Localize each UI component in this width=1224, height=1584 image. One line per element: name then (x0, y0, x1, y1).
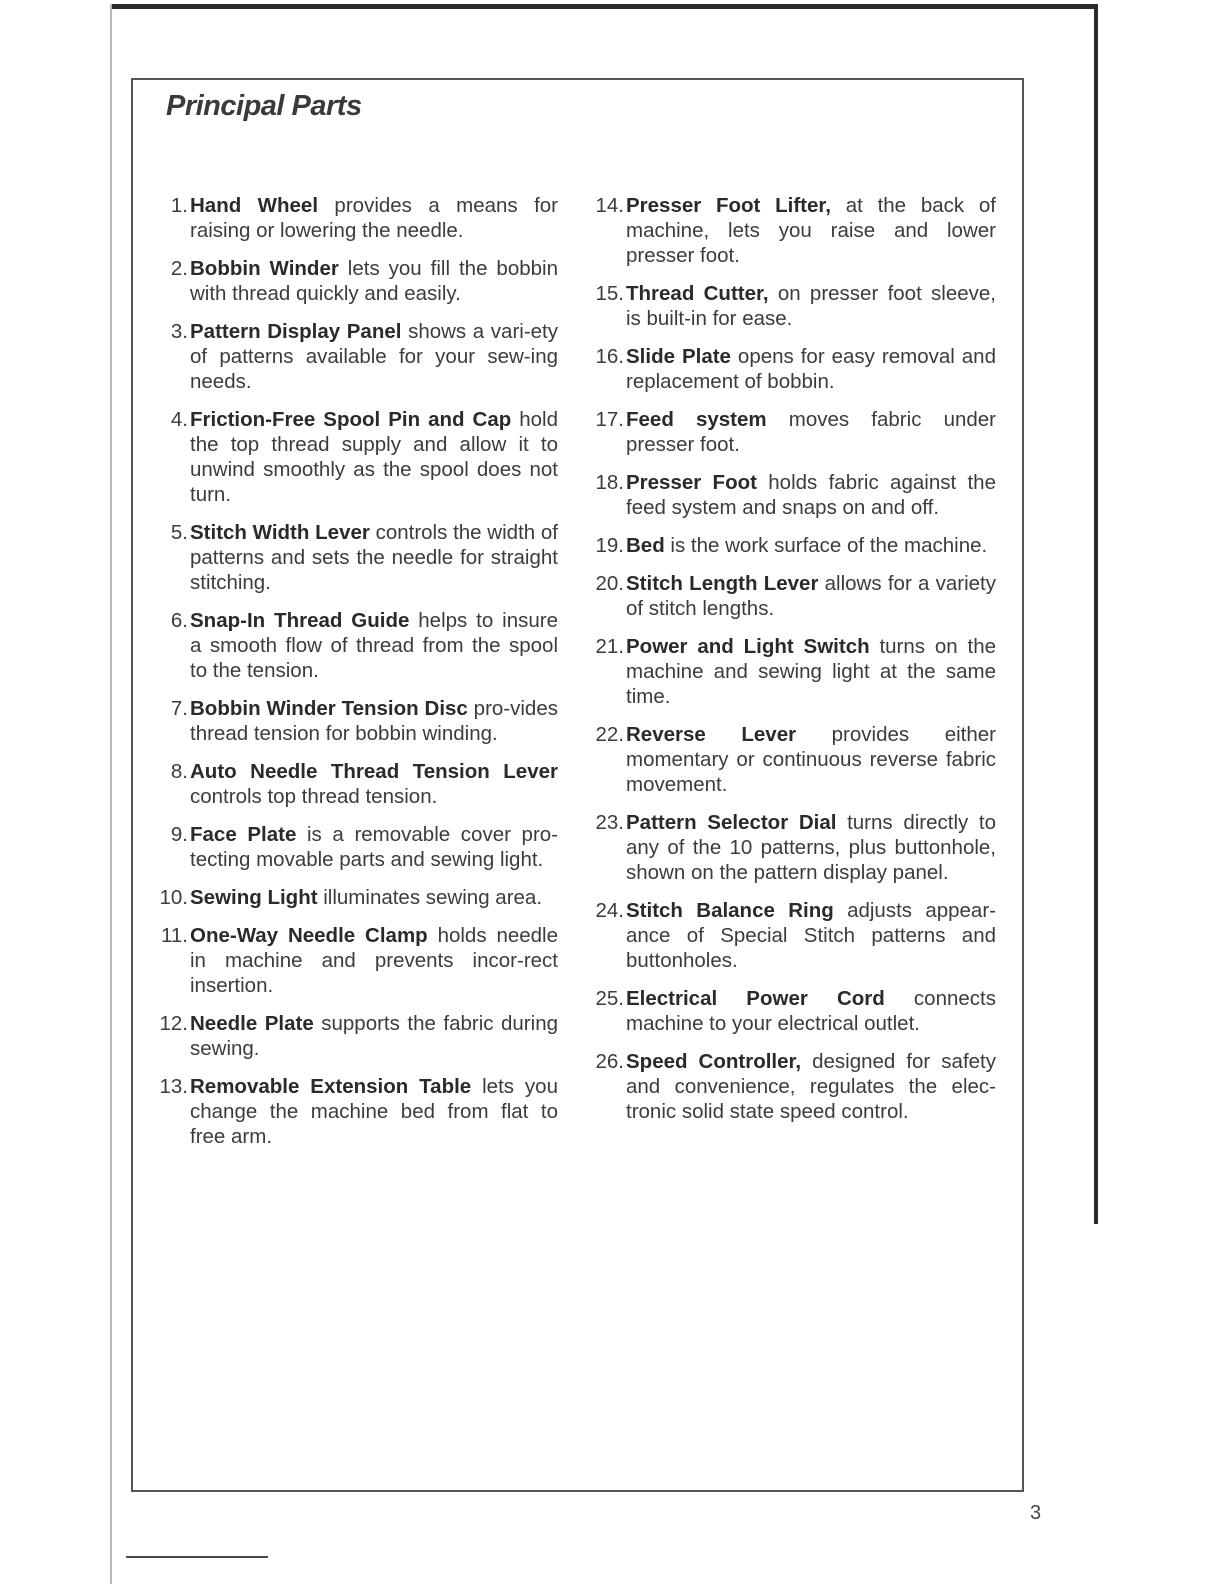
item-number: 7. (170, 697, 188, 720)
item-term: Pattern Display Panel (190, 320, 402, 343)
scan-bottom-mark (126, 1556, 268, 1558)
item-term: Bed (626, 534, 665, 557)
item-description: designed for safety and convenience, regulates the elec-tronic solid state speed control. (626, 1050, 996, 1123)
item-text (626, 722, 996, 797)
item-number: 1. (170, 194, 188, 217)
list-item (584, 810, 996, 885)
item-term: Needle Plate (190, 1012, 314, 1035)
list-item (584, 533, 996, 558)
item-number: 18. (595, 471, 624, 494)
item-description: controls top thread tension. (190, 785, 438, 808)
item-description: hold the top thread supply and allow it to unwind smoothly as the spool does not turn. (190, 408, 558, 506)
item-term: Electrical Power Cord (626, 987, 885, 1010)
item-term: Hand Wheel (190, 194, 319, 217)
item-term: Auto Needle Thread Tension Lever (190, 760, 558, 783)
item-text (190, 822, 558, 872)
list-item (148, 1074, 558, 1149)
list-item (148, 520, 558, 595)
list-item (148, 193, 558, 243)
item-description: is the work surface of the machine. (664, 534, 988, 557)
page-title: Principal Parts (166, 90, 362, 122)
item-term: Bobbin Winder (190, 257, 339, 280)
item-text (190, 193, 558, 243)
item-number: 8. (170, 760, 188, 783)
item-text (190, 885, 558, 910)
item-number: 4. (170, 408, 188, 431)
page-number: 3 (1030, 1502, 1042, 1524)
item-term: Sewing Light (190, 886, 318, 909)
item-number: 2. (170, 257, 188, 280)
item-number: 16. (595, 345, 624, 368)
item-description: allows for a variety of stitch lengths. (626, 572, 996, 620)
item-text (626, 810, 996, 885)
item-number: 24. (595, 899, 624, 922)
list-item (584, 898, 996, 973)
item-term: Slide Plate (626, 345, 731, 368)
item-description: holds fabric against the feed system and snaps on and off. (626, 471, 996, 519)
item-number: 12. (159, 1012, 188, 1035)
item-term: Stitch Balance Ring (626, 899, 834, 922)
item-term: Friction-Free Spool Pin and Cap (190, 408, 512, 431)
item-term: Snap-In Thread Guide (190, 609, 410, 632)
parts-list-left-column (148, 193, 558, 1162)
list-item (584, 193, 996, 268)
item-term: Stitch Width Lever (190, 521, 370, 544)
item-text (190, 1074, 558, 1149)
list-item (584, 281, 996, 331)
item-number: 10. (159, 886, 188, 909)
item-text (626, 407, 996, 457)
item-text (626, 533, 996, 558)
list-item (148, 407, 558, 507)
list-item (584, 722, 996, 797)
item-description: illuminates sewing area. (317, 886, 543, 909)
item-text (190, 696, 558, 746)
list-item (148, 759, 558, 809)
item-description: pro-vides thread tension for bobbin winding. (190, 697, 558, 745)
item-number: 9. (170, 823, 188, 846)
item-term: Presser Foot (626, 471, 757, 494)
item-term: Presser Foot Lifter, (626, 194, 831, 217)
scan-top-edge (110, 4, 1096, 9)
item-description: moves fabric under presser foot. (626, 408, 997, 456)
item-text (190, 319, 558, 394)
item-term: One-Way Needle Clamp (190, 924, 428, 947)
item-text (626, 193, 996, 268)
item-term: Removable Extension Table (190, 1075, 472, 1098)
list-item (148, 319, 558, 394)
item-text (190, 407, 558, 507)
list-item (148, 256, 558, 306)
scan-right-edge (1094, 4, 1098, 1224)
list-item (584, 470, 996, 520)
item-description: connects machine to your electrical outlet. (626, 987, 996, 1035)
item-term: Speed Controller, (626, 1050, 802, 1073)
scan-left-edge (110, 4, 112, 1584)
item-number: 22. (595, 723, 624, 746)
item-number: 21. (595, 635, 624, 658)
item-text (190, 923, 558, 998)
item-text (626, 898, 996, 973)
list-item (584, 344, 996, 394)
item-description: supports the fabric during sewing. (190, 1012, 558, 1060)
item-term: Bobbin Winder Tension Disc (190, 697, 468, 720)
item-description: adjusts appear-ance of Special Stitch patterns and buttonholes. (626, 899, 996, 972)
item-description: holds needle in machine and prevents incor-rect insertion. (190, 924, 558, 997)
item-number: 20. (595, 572, 624, 595)
item-text (626, 634, 996, 709)
item-text (626, 571, 996, 621)
item-text (626, 344, 996, 394)
item-term: Face Plate (190, 823, 297, 846)
item-text (190, 759, 558, 809)
item-text (190, 608, 558, 683)
item-number: 13. (159, 1075, 188, 1098)
item-text (626, 986, 996, 1036)
item-number: 6. (170, 609, 188, 632)
item-term: Power and Light Switch (626, 635, 870, 658)
item-term: Stitch Length Lever (626, 572, 819, 595)
list-item (584, 407, 996, 457)
item-text (190, 1011, 558, 1061)
item-term: Reverse Lever (626, 723, 797, 746)
item-description: turns on the machine and sewing light at the same time. (626, 635, 996, 708)
item-text (190, 520, 558, 595)
item-term: Thread Cutter, (626, 282, 769, 305)
list-item (148, 885, 558, 910)
item-description: is a removable cover pro-tecting movable parts and sewing light. (190, 823, 559, 871)
item-number: 3. (170, 320, 188, 343)
item-number: 15. (595, 282, 624, 305)
item-number: 23. (595, 811, 624, 834)
item-description: lets you fill the bobbin with thread quickly and easily. (190, 257, 558, 305)
item-description: shows a vari-ety of patterns available for your sew-ing needs. (190, 320, 558, 393)
item-number: 26. (595, 1050, 624, 1073)
list-item (148, 696, 558, 746)
item-description: provides either momentary or continuous reverse fabric movement. (626, 723, 996, 796)
item-number: 19. (595, 534, 624, 557)
item-description: on presser foot sleeve, is built-in for ease. (626, 282, 997, 330)
item-text (626, 470, 996, 520)
list-item (584, 571, 996, 621)
list-item (584, 634, 996, 709)
item-number: 11. (161, 924, 188, 947)
item-description: lets you change the machine bed from flat to free arm. (190, 1075, 558, 1148)
item-description: turns directly to any of the 10 patterns, plus buttonhole, shown on the pattern display panel. (626, 811, 996, 884)
item-number: 5. (170, 521, 188, 544)
list-item (148, 1011, 558, 1061)
item-number: 17. (595, 408, 624, 431)
item-description: helps to insure a smooth flow of thread from the spool to the tension. (190, 609, 558, 682)
item-number: 14. (595, 194, 624, 217)
item-description: at the back of machine, lets you raise and lower presser foot. (626, 194, 996, 267)
list-item (148, 608, 558, 683)
list-item (148, 822, 558, 872)
item-term: Feed system (626, 408, 767, 431)
item-term: Pattern Selector Dial (626, 811, 837, 834)
list-item (584, 1049, 996, 1124)
item-number: 25. (595, 987, 624, 1010)
item-text (626, 1049, 996, 1124)
item-text (626, 281, 996, 331)
list-item (148, 923, 558, 998)
item-description: provides a means for raising or lowering the needle. (190, 194, 558, 242)
item-text (190, 256, 558, 306)
parts-list-right-column (584, 193, 996, 1137)
item-description: opens for easy removal and replacement of bobbin. (626, 345, 996, 393)
item-description: controls the width of patterns and sets the needle for straight stitching. (190, 521, 558, 594)
list-item (584, 986, 996, 1036)
